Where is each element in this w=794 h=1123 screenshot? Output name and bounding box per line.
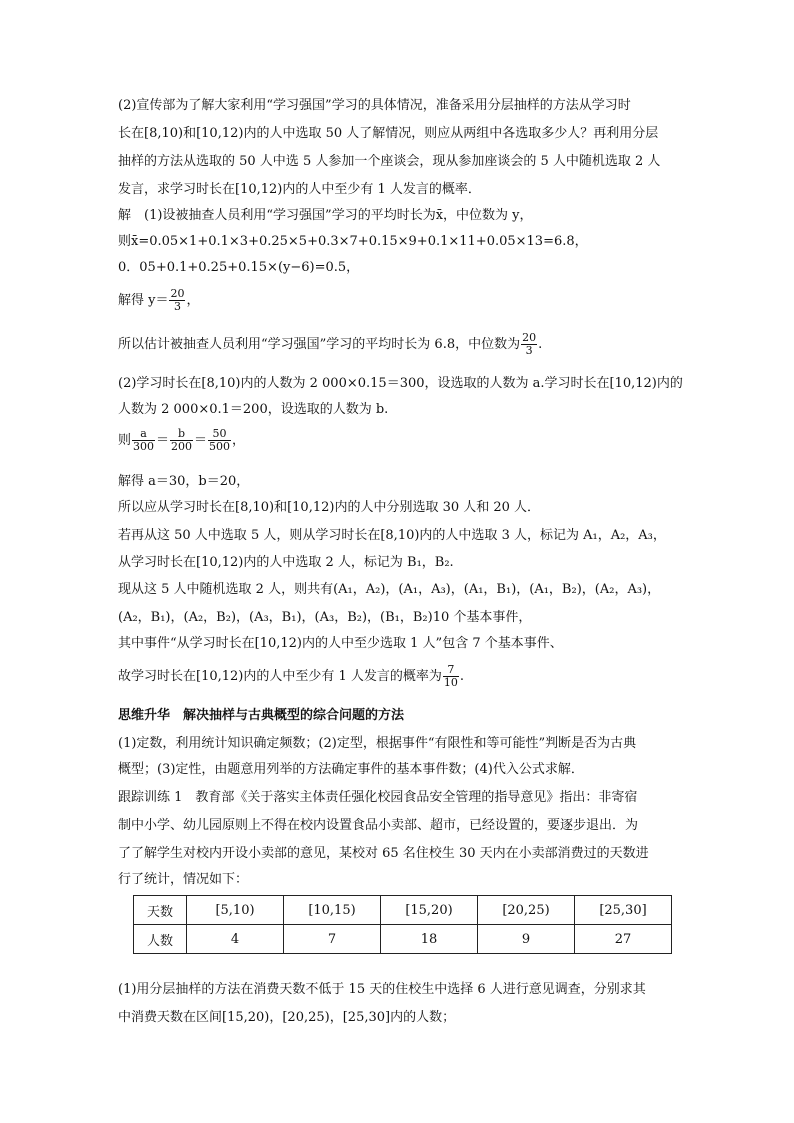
question-line: 中消费天数在区间[15,20)，[20,25)，[25,30]内的人数； — [118, 1010, 456, 1025]
solution-line: 人数为 2 000×0.1＝200，设选取的人数为 b. — [118, 402, 389, 417]
exercise-line: 行了统计，情况如下： — [118, 872, 249, 887]
solution-line-fraction: 故学习时长在[10,12)内的人中至少有 1 人发言的概率为 $\frac{7}{10}$ . — [118, 663, 465, 689]
solution-line: 解 (1)设被抽查人员利用“学习强国”学习的平均时长为x̄，中位数为 y， — [118, 208, 533, 223]
method-title: 思维升华 解决抽样与古典概型的综合问题的方法 — [118, 708, 405, 723]
problem-line: 抽样的方法从选取的 50 人中选 5 人参加一个座谈会，现从参加座谈会的 5 人中随机选取 2 人 — [118, 154, 661, 169]
solution-line: 若再从这 50 人中选取 5 人，则从学习时长在[8,10)内的人中选取 3 人，标记为 A₁，A₂，A₃， — [118, 528, 666, 543]
table-cell: [10,15) — [284, 896, 381, 925]
table-row — [134, 925, 672, 954]
table-cell: 27 — [575, 925, 672, 954]
table-cell: 人数 — [134, 925, 187, 954]
fraction: $\frac{7}{10}$ — [443, 663, 458, 689]
solution-line-ratios: 则 $\frac{a}{300}$ ＝ $\frac{b}{200}$ ＝ $\frac{50}{500}$ ， — [118, 427, 246, 453]
table-cell: 9 — [478, 925, 575, 954]
method-line: 概型；(3)定性，由题意用列举的方法确定事件的基本事件数；(4)代入公式求解． — [118, 762, 584, 777]
fraction: $\frac{a}{300}$ — [133, 427, 155, 453]
table-cell: 天数 — [134, 896, 187, 925]
problem-line: (2)宣传部为了解大家利用“学习强国”学习的具体情况，准备采用分层抽样的方法从学习时 — [118, 98, 631, 113]
solution-line: 则x̄=0.05×1+0.1×3+0.25×5+0.3×7+0.15×9+0.1×11+0.05×13=6.8， — [118, 234, 588, 249]
fraction: $\frac{50}{500}$ — [209, 427, 231, 453]
solution-line: 解得 a＝30，b＝20， — [118, 474, 250, 489]
exercise-line: 跟踪训练 1 教育部《关于落实主体责任强化校园食品安全管理的指导意见》指出：非寄宿 — [118, 790, 638, 805]
exercise-line: 制中小学、幼儿园原则上不得在校内设置食品小卖部、超市，已经设置的，要逐步退出．为 — [118, 818, 639, 833]
fraction: $\frac{b}{200}$ — [171, 427, 193, 453]
table-row-header — [134, 896, 672, 925]
solution-line: 现从这 5 人中随机选取 2 人，则共有(A₁，A₂)，(A₁，A₃)，(A₁，B₁)，(A₁，B₂)，(A₂，A₃)， — [118, 582, 661, 597]
table-cell: 7 — [284, 925, 381, 954]
solution-line-fraction: 解得 y＝ $\frac{20}{3}$ ， — [118, 287, 200, 313]
table-cell: 4 — [187, 925, 284, 954]
table-cell: [25,30] — [575, 896, 672, 925]
problem-line: 发言，求学习时长在[10,12)内的人中至少有 1 人发言的概率． — [118, 182, 481, 197]
method-line: (1)定数，利用统计知识确定频数；(2)定型，根据事件“有限性和等可能性”判断是否为古典 — [118, 736, 637, 751]
table-cell: [15,20) — [381, 896, 478, 925]
fraction: $\frac{20}{3}$ — [170, 287, 185, 313]
table-cell: 18 — [381, 925, 478, 954]
table-cell: [20,25) — [478, 896, 575, 925]
solution-line-fraction: 所以估计被抽查人员利用“学习强国”学习的平均时长为 6.8，中位数为 $\frac{20}{3}$ . — [118, 331, 543, 357]
question-line: (1)用分层抽样的方法在消费天数不低于 15 天的住校生中选择 6 人进行意见调查，分别求其 — [118, 982, 646, 997]
solution-line: (2)学习时长在[8,10)内的人数为 2 000×0.15＝300，设选取的人数为 a.学习时长在[10,12)内的 — [118, 376, 683, 391]
problem-line: 长在[8,10)和[10,12)内的人中选取 50 人了解情况，则应从两组中各选取多少人？再利用分层 — [118, 126, 659, 141]
solution-line: 其中事件“从学习时长在[10,12)内的人中至少选取 1 人”包含 7 个基本事件、 — [118, 636, 563, 651]
fraction: $\frac{20}{3}$ — [522, 331, 537, 357]
solution-line: 所以应从学习时长在[8,10)和[10,12)内的人中分别选取 30 人和 20 人． — [118, 500, 541, 515]
consumption-days-table — [133, 895, 672, 954]
solution-line: (A₂，B₁)，(A₂，B₂)，(A₃，B₁)，(A₃，B₂)，(B₁，B₂)10 个基本事件， — [118, 610, 532, 625]
exercise-line: 了了解学生对校内开设小卖部的意见，某校对 65 名住校生 30 天内在小卖部消费过的天数进 — [118, 846, 649, 861]
table-cell: [5,10) — [187, 896, 284, 925]
solution-line: 0．05+0.1+0.25+0.15×(y−6)=0.5， — [118, 260, 360, 275]
solution-line: 从学习时长在[10,12)内的人中选取 2 人，标记为 B₁，B₂. — [118, 555, 454, 570]
